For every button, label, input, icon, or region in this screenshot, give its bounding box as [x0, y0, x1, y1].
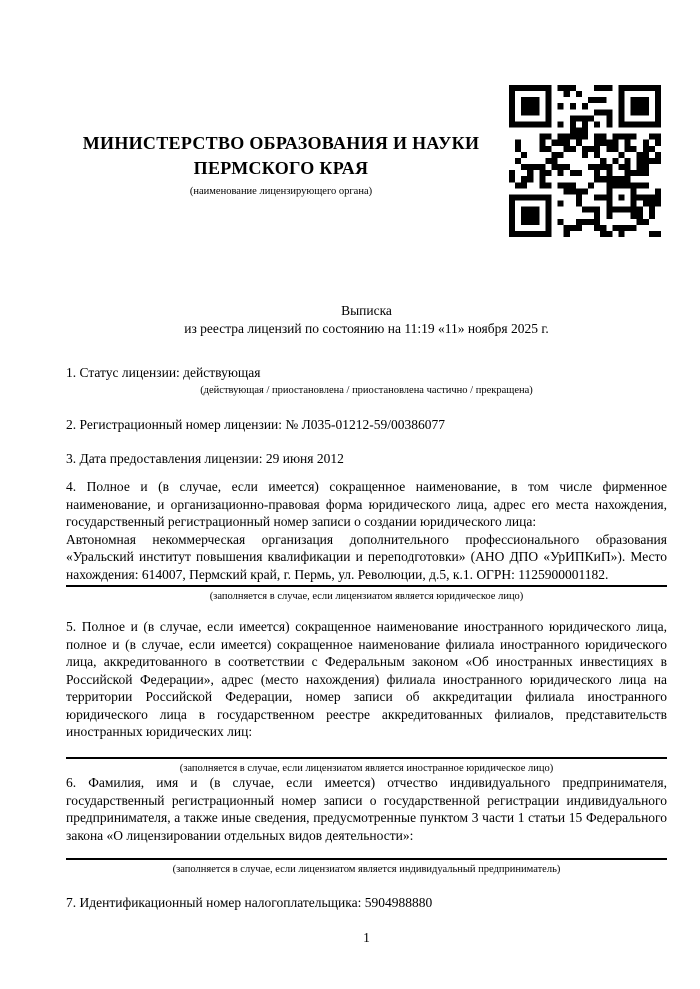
- foreign-entity-value: [66, 741, 667, 755]
- legal-entity-label: 4. Полное и (в случае, если имеется) сокращенное наименование, в том числе фирменное наименование, и организационно-правовая форма юридического лица, адрес его места нахождения, государственный регистрационный номер записи о создании юридического лица:: [66, 479, 667, 529]
- legal-entity-value: Автономная некоммерческая организация дополнительного профессионального образования «Уральский институт повышения квалификации и переподготовки» (АНО ДПО «УрИПКиП»). Место нахождения: 614007, Пермский край, г. Пермь, ул. Революции, д.5, к.1. ОГРН: 1125900001182.: [66, 531, 667, 582]
- licensing-authority-caption: (наименование лицензирующего органа): [189, 186, 373, 197]
- field-registration-number: [66, 416, 667, 434]
- document-title-line2: из реестра лицензий по состоянию на 11:19 «11» ноября 2025 г.: [184, 320, 549, 336]
- foreign-entity-label: 5. Полное и (в случае, если имеется) сокращенное наименование иностранного юридического лица, полное и (в случае, если имеется) сокращенное наименование филиала иностранного юридического лица, аккредитованного в соответствии с Федеральным законом «Об иностранных инвестициях в Российской Федерации», адрес (место нахождения) филиала иностранного юридического лица на территории Российской Федерации, номер записи об аккредитации филиала иностранного юридического лица в государственном реестре аккредитованных филиалов, представительств иностранных юридических лиц:: [66, 619, 667, 739]
- qr-code: [509, 85, 661, 237]
- grant-date-text: 3. Дата предоставления лицензии: 29 июня 2012: [66, 451, 344, 466]
- qr-code-canvas: [509, 85, 661, 237]
- foreign-entity-note: (заполняется в случае, если лицензиатом является иностранное юридическое лицо): [179, 762, 554, 774]
- license-status-note: (действующая / приостановлена / приостановлена частично / прекращена): [200, 385, 533, 396]
- taxpayer-id-text: 7. Идентификационный номер налогоплательщика: 5904988880: [66, 895, 433, 910]
- registration-number-text: 2. Регистрационный номер лицензии: № Л035-01212-59/00386077: [66, 417, 446, 432]
- document-title: [66, 302, 667, 337]
- licensing-authority-block: [66, 131, 496, 198]
- legal-entity-note: (заполняется в случае, если лицензиатом является юридическое лицо): [209, 591, 524, 602]
- licensing-authority-name-line2: ПЕРМСКОГО КРАЯ: [193, 158, 369, 178]
- field-entrepreneur: [66, 774, 667, 876]
- field-license-status-note: [66, 384, 667, 397]
- entrepreneur-underline: [66, 858, 667, 860]
- foreign-entity-underline: [66, 757, 667, 759]
- legal-entity-underline: [66, 585, 667, 587]
- field-license-status: [66, 364, 667, 382]
- entrepreneur-label: 6. Фамилия, имя и (в случае, если имеется) отчество индивидуального предпринимателя, государственный регистрационный номер записи о государственной регистрации индивидуального предпринимателя, а также иные сведения, предусмотренные пунктом 3 части 1 статьи 15 Федерального закона «О лицензировании отдельных видов деятельности»:: [66, 775, 667, 843]
- field-taxpayer-id: [66, 894, 667, 912]
- entrepreneur-note: (заполняется в случае, если лицензиатом является индивидуальный предприниматель): [172, 864, 561, 875]
- document-title-line1: Выписка: [341, 303, 392, 318]
- field-grant-date: [66, 450, 667, 468]
- field-legal-entity: [66, 478, 667, 603]
- license-status-text: 1. Статус лицензии: действующая: [66, 365, 261, 380]
- entrepreneur-value: [66, 844, 667, 856]
- field-foreign-entity: [66, 618, 667, 775]
- licensing-authority-name-line1: МИНИСТЕРСТВО ОБРАЗОВАНИЯ И НАУКИ: [82, 133, 480, 153]
- page-number: 1: [363, 930, 370, 945]
